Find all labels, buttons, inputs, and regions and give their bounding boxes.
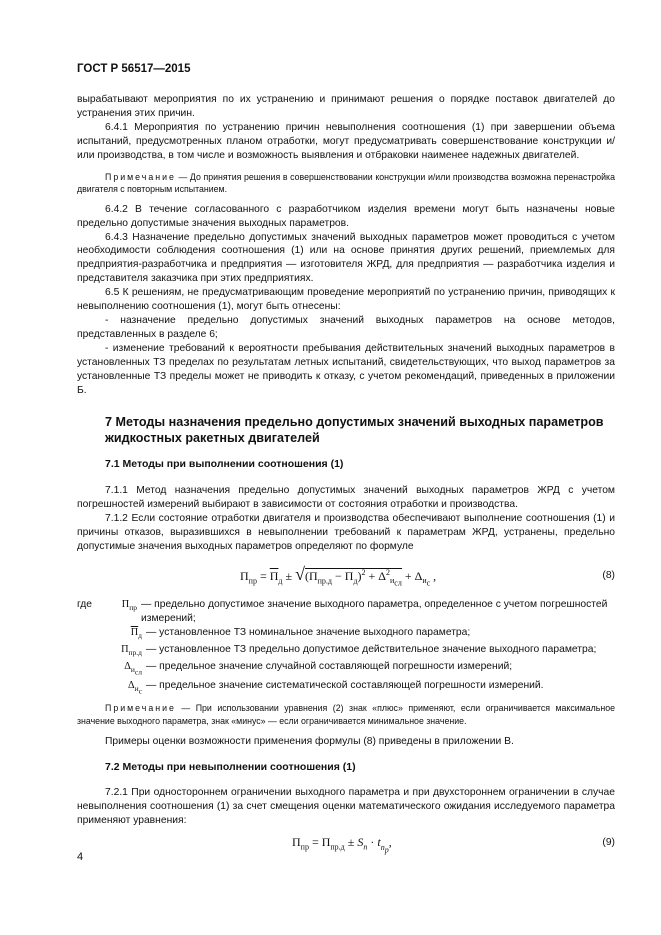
symbol-definitions — [77, 598, 615, 699]
formula-8-expression: $П_{пр} = П_д \pm √(П_{пр.д} - П_д)^2 + \Delta^2_{и_{сл}} + \Delta_{и_с}$ , — [240, 563, 437, 588]
paragraph-7-2-1: 7.2.1 При одностороннем ограничении выходного параметра и при двухстороннем ограничении в случае невыполнения соотношения (1) за счет смещения оценки математического ожидания исследуемого параметра применяют уравнения: — [77, 787, 615, 827]
symbol-p-d: $П_д$ — [130, 626, 142, 640]
formula-8 — [77, 560, 615, 594]
definition-row — [77, 626, 615, 643]
definition-row — [77, 679, 615, 698]
paragraph-6-4-1: 6.4.1 Мероприятия по устранению причин невыполнения соотношения (1) при завершении объема испытаний, предусмотренных планом отработки, могут предусматривать совершенствование конструкции и/или производства, в том числе и возможность выявления и отбраковки наименее надежных двигателей. — [77, 121, 615, 161]
definition-text: — установленное ТЗ номинальное значение выходного параметра; — [146, 626, 471, 638]
symbol-delta-sl: $\Delta_{и_{сл}}$ — [124, 660, 142, 677]
subsection-heading-7-2: 7.2 Методы при невыполнении соотношения (1) — [105, 760, 356, 773]
definition-row — [77, 660, 615, 679]
paragraph-continuation: вырабатывают мероприятия по их устранению и принимают решения о порядке поставок двигателей до устранения этих причин. — [77, 94, 615, 119]
page-body — [77, 93, 615, 856]
paragraph-6-5: 6.5 К решениям, не предусматривающим проведение мероприятий по устранению причин, приводящих к невыполнению соотношения (1), могут быть отнесены: — [77, 287, 615, 313]
note-text: — При использовании уравнения (2) знак «плюс» применяют, если ограничивается максимальное значение выходного параметра, знак «минус» — если ограничивается минимальное значение. — [77, 703, 615, 727]
symbol-p-pr-d: $П_{пр.д}$ — [121, 643, 142, 657]
definition-text: — предельное значение случайной составляющей погрешности измерений; — [146, 660, 513, 672]
paragraph-6-4-3: 6.4.3 Назначение предельно допустимых значений выходных параметров может проводиться с учетом необходимости соблюдения соотношения (1) или на основе принятия других решений, приемлемых для предприятия-разработчика и предприятия — изготовителя ЖРД, для предприятия — разработчика изделия и представителя заказчика при этих предприятиях. — [77, 231, 615, 285]
note-text: — До принятия решения в совершенствовании конструкции и/или производства возможна перенастройка двигателя с повторным испытанием. — [77, 171, 615, 195]
definition-text: — установленное ТЗ предельно допустимое действительное значение выходного параметра; — [146, 643, 597, 655]
paragraph-7-1-2: 7.1.2 Если состояние отработки двигателя и производства обеспечивают выполнение соотношения (1) и причины отказов, выразившихся в невыполнении требований к параметрам ЖРД, устранены, предельно допустимые значения выходных параметров определяют по формуле — [77, 513, 615, 552]
definition-text: — предельное значение систематической составляющей погрешности измерений. — [146, 680, 544, 692]
page-number: 4 — [77, 851, 84, 863]
paragraph-examples: Примеры оценки возможности применения формулы (8) приведены в приложении В. — [105, 735, 514, 747]
note-label: Примечание — [105, 171, 176, 182]
page-header: ГОСТ Р 56517—2015 — [77, 63, 191, 75]
paragraph-6-4-2: 6.4.2 В течение согласованного с разработчиком изделия времени могут быть назначены новые предельно допустимые значения выходных параметров. — [77, 203, 615, 229]
paragraph-7-1-1: 7.1.1 Метод назначения предельно допустимых значений выходных параметров ЖРД с учетом погрешностей измерений выбирают в зависимости от состояния отработки и производства. — [77, 485, 615, 511]
formula-9-expression: $П_{пр} = П_{пр.д} \pm S_п \cdot t_{n_p}$, — [292, 835, 392, 855]
note-label: Примечание — [105, 703, 176, 714]
subsection-heading-7-1: 7.1 Методы при выполнении соотношения (1) — [105, 458, 344, 471]
where-label: где — [77, 598, 93, 610]
section-heading-7: 7 Методы назначения предельно допустимых значений выходных параметров жидкостных ракетных двигателей — [105, 415, 604, 446]
definition-row — [77, 598, 615, 626]
list-item: - назначение предельно допустимых значений выходных параметров на основе методов, представленных в разделе 6; — [77, 314, 615, 340]
note-2 — [77, 702, 615, 727]
equation-number: (8) — [602, 569, 615, 581]
formula-9 — [77, 832, 615, 856]
symbol-p-pr: $П_{пр}$ — [121, 598, 137, 612]
list-item: - изменение требований к вероятности пребывания действительных значений выходных параметров в установленных ТЗ пределах по результатам летных испытаний, свидетельствующих, что выход параметров за установленные ТЗ пределы может не приводить к отказу, с учетом рекомендаций, приведенных в приложении Б. — [77, 342, 615, 396]
definition-row — [77, 643, 615, 660]
definition-text: — предельно допустимое значение выходного параметра, определенное с учетом погрешностей измерений; — [141, 598, 608, 624]
note-1 — [77, 171, 615, 196]
symbol-delta-s: $\Delta_{и_с}$ — [128, 680, 142, 696]
equation-number: (9) — [602, 837, 615, 849]
